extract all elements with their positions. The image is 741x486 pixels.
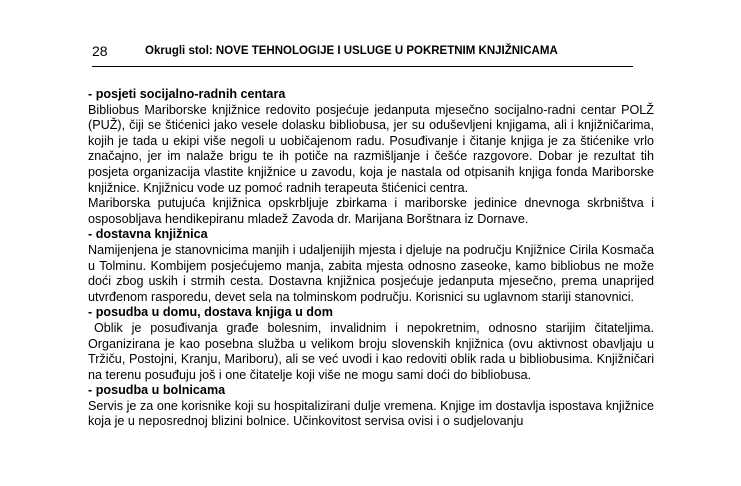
body-text	[88, 87, 654, 430]
section-heading: - posudba u bolnicama	[88, 383, 226, 398]
section-delivery-library	[88, 227, 654, 305]
paragraph: Servis je za one korisnike koji su hospitalizirani dulje vremena. Knjige im dostavlja ispostava knjižnice koja je u neposrednoj blizini bolnice. Učinkovitost servisa ovisi i o sudjelovanju	[88, 398, 654, 429]
paragraph: Bibliobus Mariborske knjižnice redovito posjećuje jedanputa mjesečno socijalno-radni centar POLŽ (PUŽ), čiji se štićenici jako vesele dolasku bibliobusa, jer su oduševljeni knjigama, ali i knjižničarima, kojih je tada u ekipi više negoli u uobičajenom radu. Posuđivanje i čitanje knjiga je za štićenike vrlo značajno, jer im nalaže brigu te ih potiče na razmišljanje i češće razgovore. Dobar je rezultat tih posjeta organizacija vlastite knjižnice u zavodu, koja je nastala od otpisanih knjiga fonda Mariborske knjižnice. Knjižnicu vode uz pomoć radnih terapeuta štićenici centra.	[88, 102, 654, 195]
paragraph: Mariborska putujuća knjižnica opskrbljuje zbirkama i mariborske jedinice dnevnoga skrbništva i osposobljava hendikepiranu mladež Zavoda dr. Marijana Borštnara iz Dornave.	[88, 196, 654, 226]
section-heading: - posjeti socijalno-radnih centara	[88, 87, 286, 101]
section-social-centres	[88, 87, 654, 227]
running-head: Okrugli stol: NOVE TEHNOLOGIJE I USLUGE U POKRETNIM KNJIŽNICAMA	[145, 45, 558, 57]
section-hospital-lending	[88, 383, 654, 430]
header-rule	[92, 66, 633, 67]
paragraph: Oblik je posuđivanja građe bolesnim, invalidnim i nepokretnim, odnosno starijim čitateljima. Organizirana je kao posebna služba u velikom broju slovenskih knjižnica (ovu aktivnost obavljaju u Tržiču, Postojni, Kranju, Mariboru), ali se već uvodi i kao redoviti oblik rada u bibliobusima. Knjižničari na terenu posuđuju još i one čitatelje koji više ne mogu sami doći do bibliobusa.	[88, 320, 654, 382]
section-heading: - dostavna knjižnica	[88, 227, 208, 242]
page-number: 28	[92, 43, 108, 59]
section-heading: - posudba u domu, dostava knjiga u dom	[88, 305, 333, 320]
section-home-lending	[88, 305, 654, 383]
paragraph: Namijenjena je stanovnicima manjih i udaljenijih mjesta i djeluje na području Knjižnice Cirila Kosmača u Tolminu. Kombijem posjećujemo manja, zabita mjesta odnosno zaseoke, kamo bibliobus ne može doći zbog uskih i strmih cesta. Dostavna knjižnica posjećuje jedanputa mjesečno, prema unaprijed utvrđenom rasporedu, devet sela na tolminskom području. Korisnici su uglavnom stariji stanovnici.	[88, 242, 654, 304]
